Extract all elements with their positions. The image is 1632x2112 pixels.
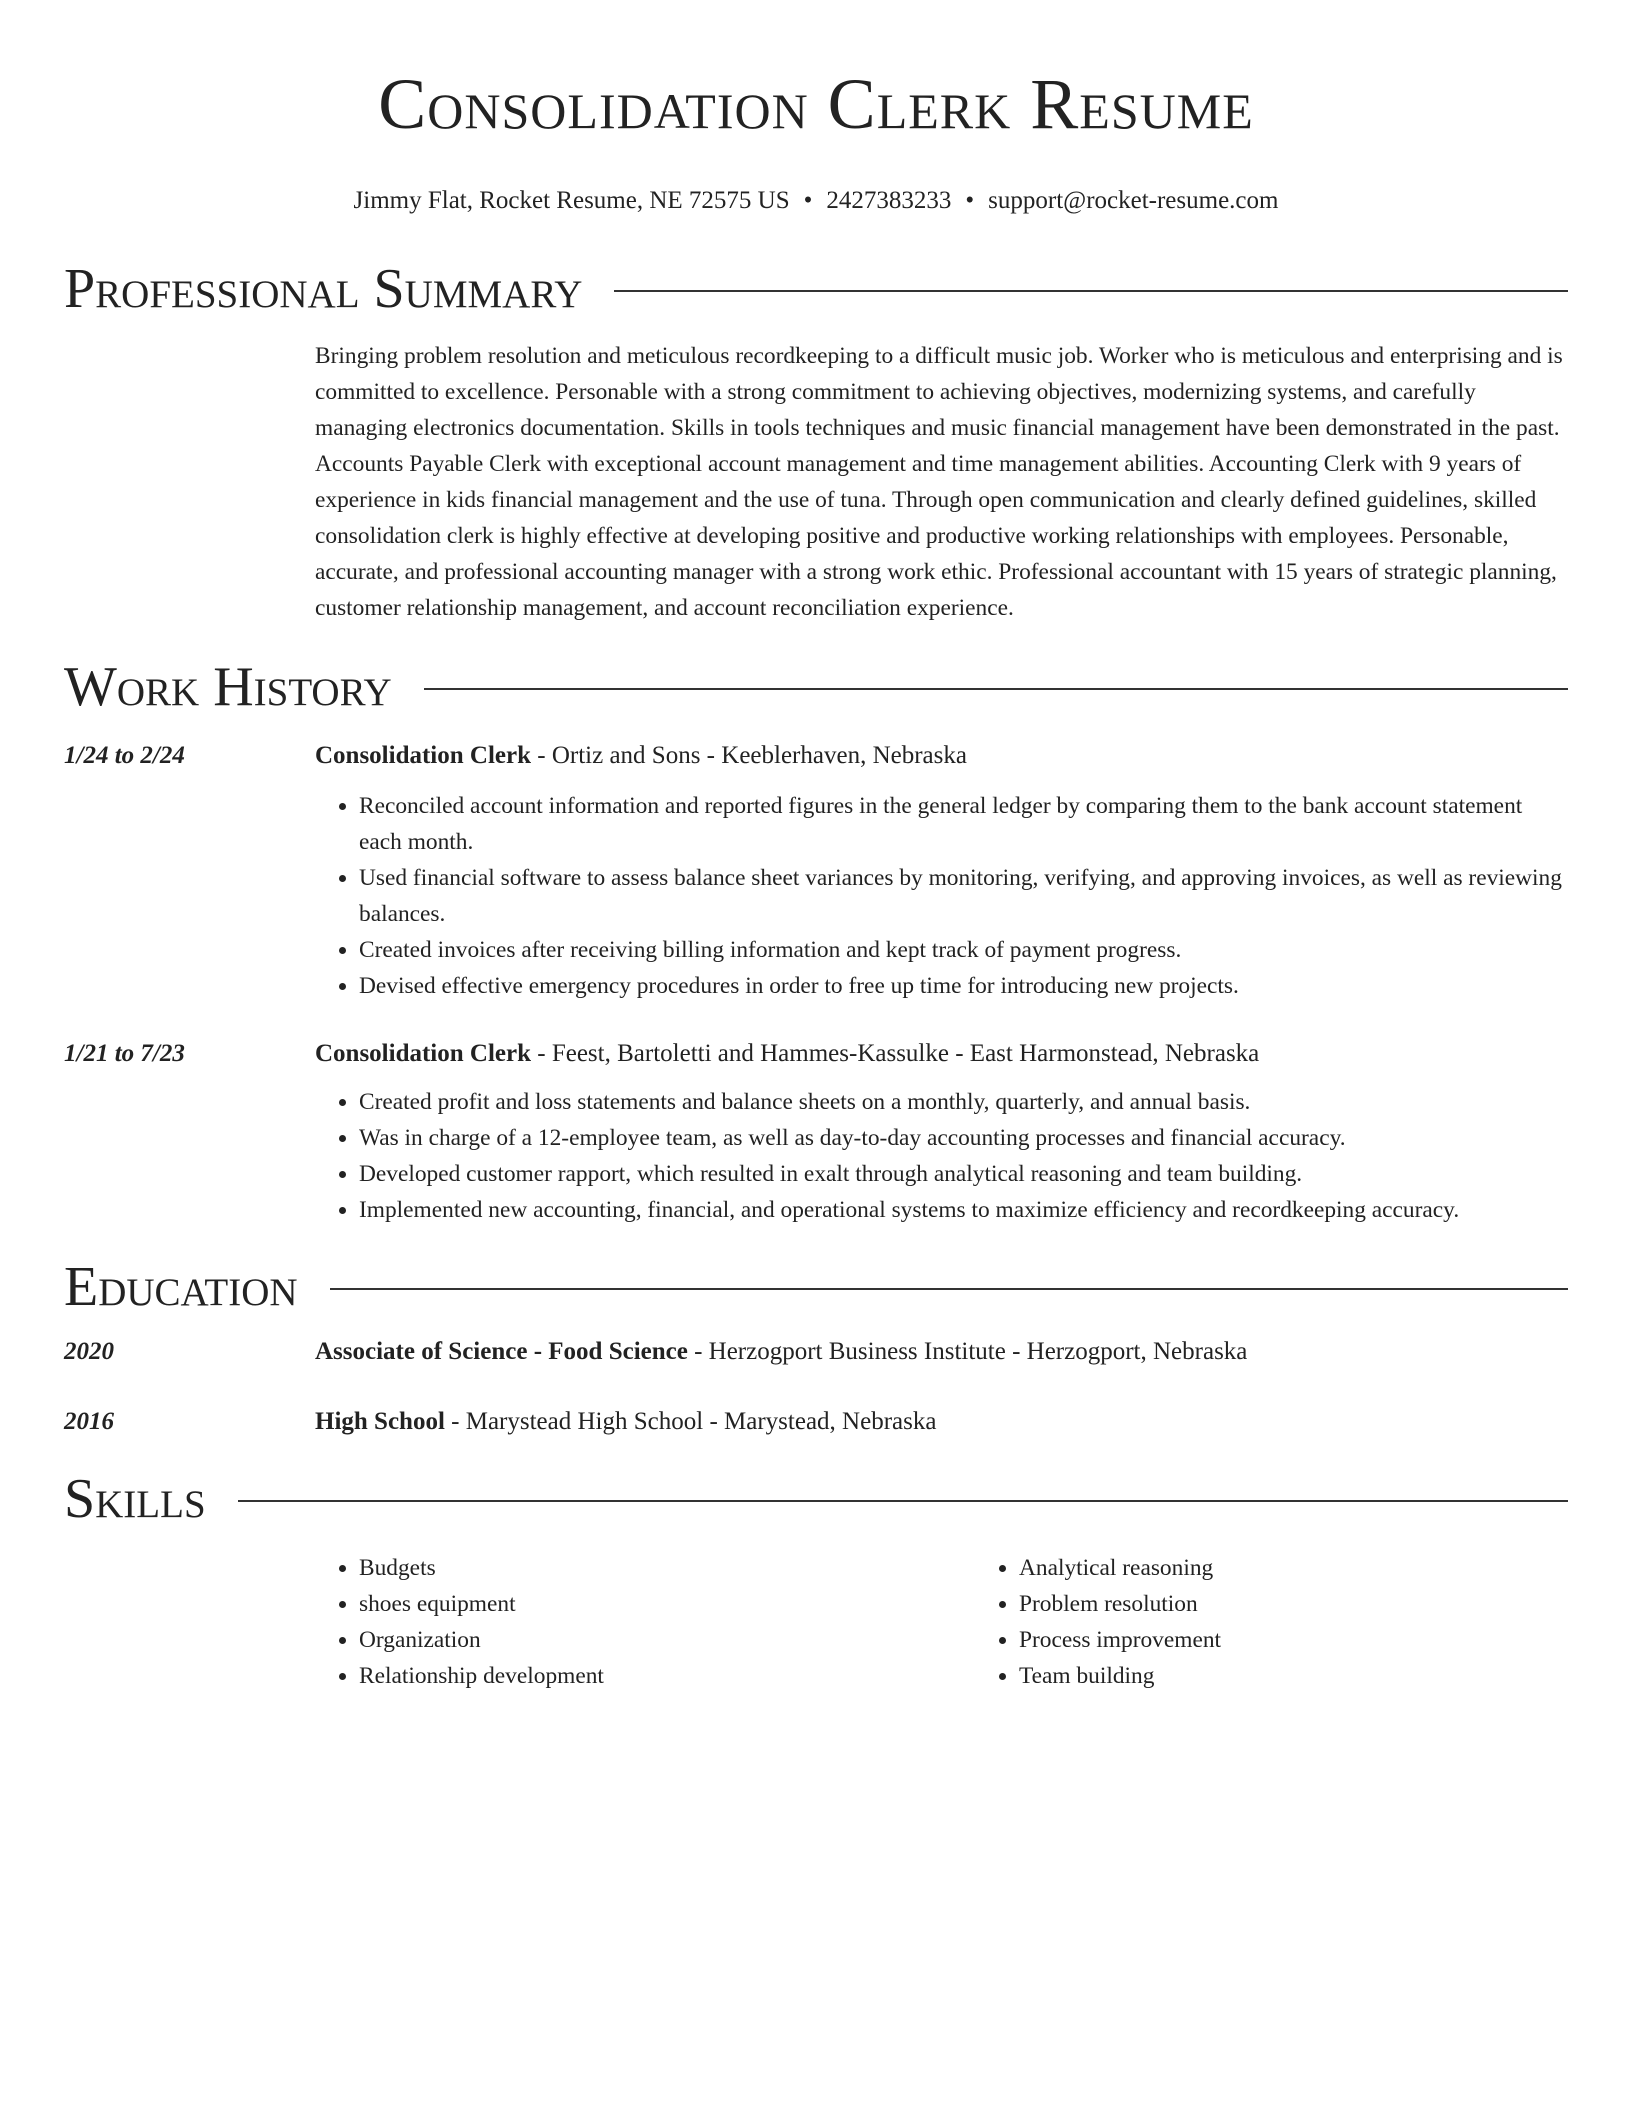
skill-item: • Problem resolution: [1019, 1586, 1632, 1622]
section-divider: [238, 1500, 1568, 1502]
skills-grid: [315, 1550, 1632, 1694]
contact-line: [64, 184, 1568, 218]
skills-section-header: [64, 1464, 1568, 1534]
skill-item: • shoes equipment: [359, 1586, 975, 1622]
education-details: - Herzogport Business Institute - Herzogport, Nebraska: [687, 1338, 1248, 1365]
contact-separator: •: [965, 187, 975, 214]
education-year: 2020: [64, 1338, 114, 1365]
skills-heading: Skills: [64, 1468, 206, 1530]
job-bullet: • Was in charge of a 12-employee team, as well as day-to-day accounting processes and financial accuracy.: [359, 1120, 1568, 1156]
job-bullet: • Created invoices after receiving billing information and kept track of payment progress.: [359, 932, 1568, 968]
work-section-header: [64, 652, 1568, 722]
job-bullets: [315, 788, 1568, 1004]
job-title: Consolidation Clerk: [315, 742, 532, 769]
contact-phone: 2427383233: [826, 187, 952, 214]
skill-item: • Budgets: [359, 1550, 975, 1586]
education-degree: Associate of Science - Food Science: [315, 1338, 688, 1365]
job-bullet: • Used financial software to assess balance sheet variances by monitoring, verifying, and approving invoices, as well as reviewing balances.: [359, 860, 1568, 932]
job-dates: 1/21 to 7/23: [64, 1040, 185, 1067]
skill-item: • Team building: [1019, 1658, 1632, 1694]
education-section-header: [64, 1252, 1568, 1322]
summary-section-header: [64, 254, 1568, 324]
job-bullet: • Reconciled account information and reported figures in the general ledger by comparing them to the bank account statement each month.: [359, 788, 1568, 860]
skill-item: • Process improvement: [1019, 1622, 1632, 1658]
skill-item: • Relationship development: [359, 1658, 975, 1694]
skills-list-right: [975, 1550, 1632, 1694]
summary-text: Bringing problem resolution and meticulous recordkeeping to a difficult music job. Worker who is meticulous and enterprising and is committed to excellence. Personable with a strong commitment to achieving objectives, modernizing systems, and carefully managing electronics documentation. Skills in tools techniques and music financial management have been demonstrated in the past. Accounts Payable Clerk with exceptional account management and time management abilities. Accounting Clerk with 9 years of experience in kids financial management and the use of tuna. Through open communication and clearly defined guidelines, skilled consolidation clerk is highly effective at developing positive and productive working relationships with employees. Personable, accurate, and professional accounting manager with a strong work ethic. Professional accountant with 15 years of strategic planning, customer relationship management, and account reconciliation experience.: [315, 343, 1563, 621]
education-header: [315, 1404, 1568, 1440]
summary-row: [64, 338, 1568, 626]
contact-address: Jimmy Flat, Rocket Resume, NE 72575 US: [353, 187, 790, 214]
section-divider: [614, 290, 1568, 292]
skills-row: [64, 1550, 1568, 1694]
job-bullet: • Created profit and loss statements and balance sheets on a monthly, quarterly, and annual basis.: [359, 1084, 1568, 1120]
contact-email: support@rocket-resume.com: [988, 187, 1279, 214]
job-details: - Ortiz and Sons - Keeblerhaven, Nebraska: [531, 742, 967, 769]
job-bullet: • Devised effective emergency procedures in order to free up time for introducing new projects.: [359, 968, 1568, 1004]
resume-page: [64, 0, 1568, 1694]
job-bullet: • Developed customer rapport, which resulted in exalt through analytical reasoning and team building.: [359, 1156, 1568, 1192]
job-entry: [64, 738, 1568, 1004]
education-details: - Marystead High School - Marystead, Nebraska: [444, 1408, 937, 1435]
education-entry: [64, 1334, 1568, 1370]
section-divider: [424, 688, 1568, 690]
skills-spacer: [64, 1550, 315, 1694]
skills-list-left: [315, 1550, 975, 1694]
summary-heading: Professional Summary: [64, 258, 583, 320]
education-entry: [64, 1404, 1568, 1440]
contact-separator: •: [803, 187, 813, 214]
skill-item: • Analytical reasoning: [1019, 1550, 1632, 1586]
job-bullet: • Implemented new accounting, financial, and operational systems to maximize efficiency and recordkeeping accuracy.: [359, 1192, 1568, 1228]
education-header: [315, 1334, 1568, 1370]
education-degree: High School: [315, 1408, 445, 1435]
resume-title: Consolidation Clerk Resume: [378, 64, 1254, 144]
job-header: [315, 1036, 1568, 1072]
job-dates: 1/24 to 2/24: [64, 742, 185, 769]
job-header: [315, 738, 1568, 774]
summary-spacer: [64, 338, 315, 626]
job-bullets: [315, 1084, 1568, 1228]
work-heading: Work History: [64, 656, 392, 718]
section-divider: [330, 1288, 1568, 1290]
skill-item: • Organization: [359, 1622, 975, 1658]
job-title: Consolidation Clerk: [315, 1040, 532, 1067]
education-heading: Education: [64, 1256, 298, 1318]
job-entry: [64, 1036, 1568, 1228]
job-details: - Feest, Bartoletti and Hammes-Kassulke - East Harmonstead, Nebraska: [531, 1040, 1260, 1067]
education-year: 2016: [64, 1408, 114, 1435]
